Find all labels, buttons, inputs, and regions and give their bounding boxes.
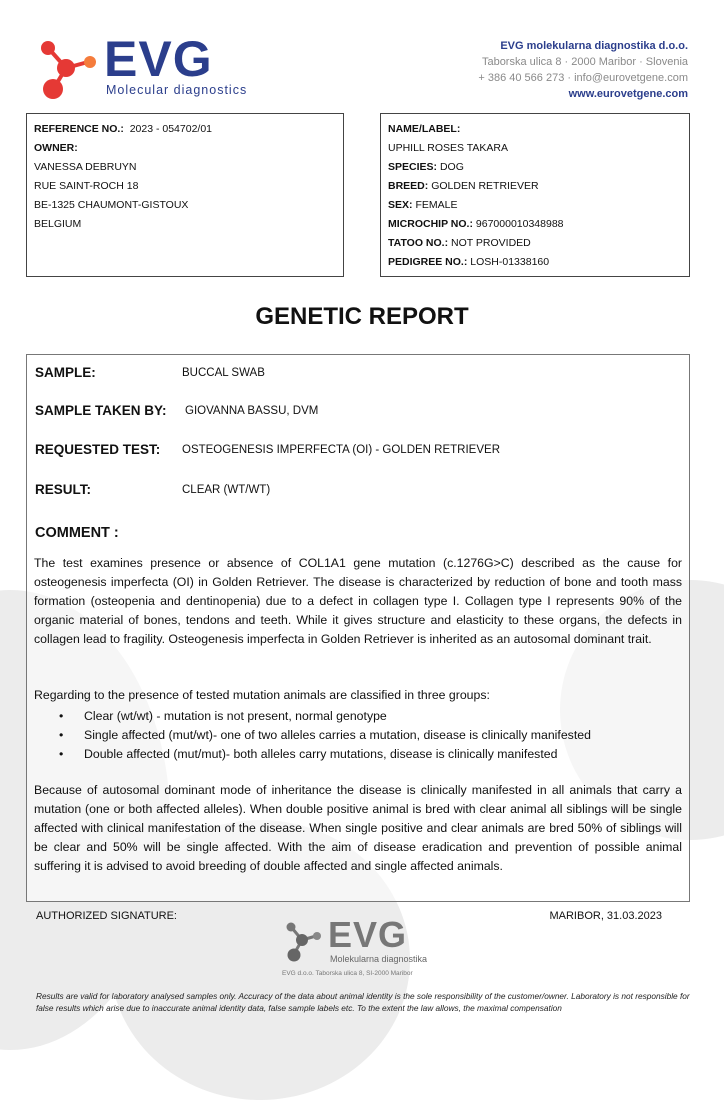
requested-test-value: OSTEOGENESIS IMPERFECTA (OI) - GOLDEN RETRIEVER [182, 444, 500, 456]
result-value: CLEAR (WT/WT) [182, 484, 271, 496]
genotype-list [59, 707, 591, 764]
sample-taken-label: SAMPLE TAKEN BY: [35, 403, 167, 418]
animal-name: UPHILL ROSES TAKARA [388, 142, 509, 154]
result-label: RESULT: [35, 482, 91, 497]
company-website: www.eurovetgene.com [568, 88, 688, 100]
owner-label: OWNER: [34, 142, 78, 154]
breed-line: BREED: GOLDEN RETRIEVER [388, 180, 539, 192]
species-line: SPECIES: DOG [388, 161, 464, 173]
comment-paragraph-2: Regarding to the presence of tested mutation animals are classified in three groups: [34, 688, 490, 702]
name-label-line: NAME/LABEL: [388, 123, 461, 135]
sample-value: BUCCAL SWAB [182, 367, 265, 379]
page-title: GENETIC REPORT [255, 303, 469, 330]
molecule-icon [36, 38, 98, 100]
reference-line: REFERENCE NO.: 2023 - 054702/01 [34, 123, 213, 135]
sex-line: SEX: FEMALE [388, 199, 458, 211]
tatoo-line: TATOO NO.: NOT PROVIDED [388, 237, 531, 249]
comment-paragraph-1: The test examines presence or absence of COL1A1 gene mutation (c.1276G>C) described as the cause for osteogenesis imperfecta (OI) in Golden Retriever. The disease is characterized by reduction of bone and tooth mass formation (osteopenia and dentinopenia) due to a defect in collagen type I. Collagen type I represents 90% of the organic material of bones, tendons and teeth. While it gives structure and elasticity to these organs, the defects in collagen lead to fragility. Osteogenesis imperfecta in Golden Retriever is inherited as an autosomal dominant trait. [34, 556, 682, 646]
list-item: • Clear (wt/wt) - mutation is not present, normal genotype [59, 707, 591, 726]
stamp-molecule-icon [282, 920, 324, 964]
reference-value: 2023 - 054702/01 [129, 123, 213, 135]
owner-city: BE-1325 CHAUMONT-GISTOUX [34, 199, 189, 211]
company-logo [36, 31, 266, 102]
owner-street: RUE SAINT-ROCH 18 [34, 180, 139, 192]
stamp-address: EVG d.o.o. Taborska ulica 8, SI-2000 Maribor [282, 970, 413, 977]
comment-paragraph-3: Because of autosomal dominant mode of inheritance the disease is clinically manifested in all animals that carry a mutation (one or both affected alleles). When double positive animal is bred with clear animal all siblings will be single affected with clinical manifestation of the disease. When single positive and clear animals are bred 50% of siblings will be clear and 50% will be single affected. With the aim of disease eradication and prevention of possible animal suffering it is advised to avoid breeding of double affected and single affected animals. [34, 783, 682, 873]
logo-text: EVG [104, 31, 213, 87]
report-box [26, 354, 690, 902]
company-name: EVG molekularna diagnostika d.o.o. [500, 40, 688, 52]
stamp-logo-text: EVG [328, 914, 408, 955]
list-item: • Double affected (mut/mut)- both alleles carry mutations, disease is clinically manifested [59, 745, 591, 764]
pedigree-line: PEDIGREE NO.: LOSH-01338160 [388, 256, 550, 268]
signature-label: AUTHORIZED SIGNATURE: [36, 910, 177, 922]
stamp-subtitle: Molekularna diagnostika [330, 954, 428, 964]
company-contact: + 386 40 566 273 · info@eurovetgene.com [478, 72, 688, 84]
sample-taken-value: GIOVANNA BASSU, DVM [185, 405, 319, 417]
animal-box [380, 113, 690, 277]
owner-name: VANESSA DEBRUYN [34, 161, 137, 173]
comment-heading: COMMENT : [35, 525, 119, 541]
sample-label: SAMPLE: [35, 365, 96, 380]
owner-box [26, 113, 344, 277]
list-item: • Single affected (mut/wt)- one of two alleles carries a mutation, disease is clinically manifested [59, 726, 591, 745]
signature-stamp [282, 914, 452, 982]
company-address: Taborska ulica 8 · 2000 Maribor · Slovenia [481, 56, 688, 68]
microchip-line: MICROCHIP NO.: 967000010348988 [388, 218, 564, 230]
disclaimer: Results are valid for laboratory analysed samples only. Accuracy of the data about animal identity is the sole responsibility of the customer/owner. Laboratory is not responsible for false results which arise due to inaccurate animal identity data, false sample labels etc. To the extent the law allows, the maximal compensation [36, 991, 690, 1013]
requested-test-label: REQUESTED TEST: [35, 442, 161, 457]
owner-country: BELGIUM [34, 218, 82, 230]
logo-subtitle: Molecular diagnostics [106, 83, 248, 97]
company-info [478, 38, 688, 102]
place-date: MARIBOR, 31.03.2023 [549, 910, 662, 922]
